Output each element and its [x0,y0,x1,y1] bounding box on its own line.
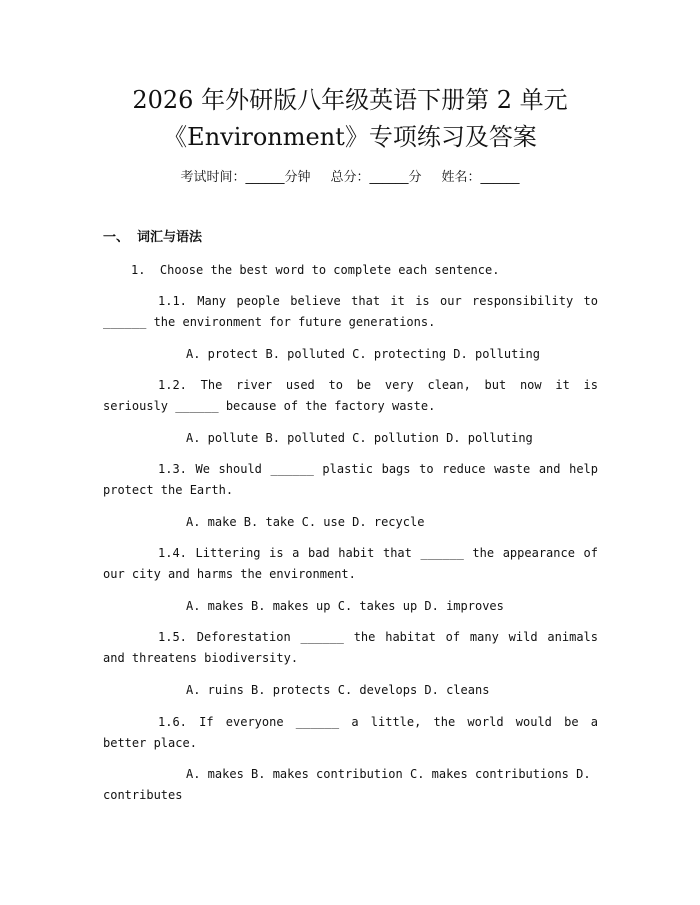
document-title-line1: 2026 年外研版八年级英语下册第 2 单元 [132,86,568,114]
question-instruction: 1. Choose the best word to complete each sentence. [131,263,500,277]
exam-meta [0,169,700,187]
options-item-1-6: A. makes B. makes contribution C. makes contributions D. contributes [103,767,591,802]
question-item-1-2: 1.2. The river used to be very clean, but now it is seriously ______ because of the factory waste. [103,378,598,413]
question-item-1-5: 1.5. Deforestation ______ the habitat of many wild animals and threatens biodiversity. [103,630,598,665]
options-item-1-4: A. makes B. makes up C. takes up D. improves [186,599,504,613]
question-item-1-1: 1.1. Many people believe that it is our responsibility to ______ the environment for future generations. [103,294,598,329]
options-item-1-2: A. pollute B. polluted C. pollution D. polluting [186,431,533,445]
question-item-1-3: 1.3. We should ______ plastic bags to reduce waste and help protect the Earth. [103,462,598,497]
options-item-1-3: A. make B. take C. use D. recycle [186,515,425,529]
document-title-line2: 《Environment》专项练习及答案 [163,123,537,151]
section-number: 一、 [103,230,130,245]
question-item-1-4: 1.4. Littering is a bad habit that ______ the appearance of our city and harms the environment. [103,546,598,581]
exam-time-field: 考试时间：______分钟 [180,170,311,185]
section-title: 词汇与语法 [137,230,203,245]
options-item-1-5: A. ruins B. protects C. develops D. cleans [186,683,490,697]
options-item-1-1: A. protect B. polluted C. protecting D. polluting [186,347,541,361]
student-name-field: 姓名：______ [441,170,520,185]
question-item-1-6: 1.6. If everyone ______ a little, the world would be a better place. [103,715,598,750]
total-score-field: 总分：______分 [330,170,422,185]
section-heading [103,229,202,247]
